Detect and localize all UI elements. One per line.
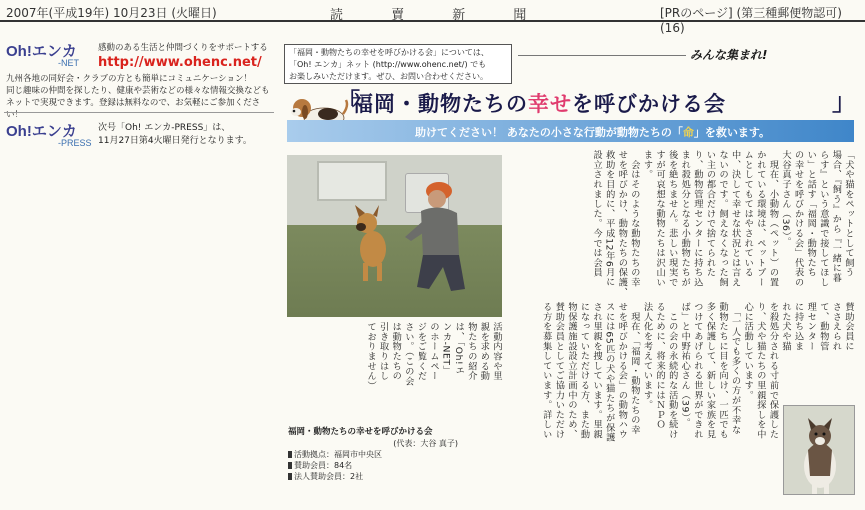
body-line: ムとしてもてはやされている [742,150,754,278]
page-header [0,0,865,35]
article-body-upper [506,150,854,298]
ohenca-url-link[interactable]: http://www.ohenc.net/ [98,55,262,70]
puppy-figure [347,203,395,283]
notice-line: 「福岡・動物たちの幸せを呼びかける会」については、 [289,48,489,57]
body-line: い主の都合だけで捨てられた [704,150,716,278]
body-line: 設立されました。今では会員 [591,150,603,278]
main-photo [287,155,502,317]
press-line: 次号「Oh! エンカ-PRESS」は、 [98,123,231,133]
body-line: 賛助会員に [843,302,854,351]
headline-pre: 福岡・動物たちの [352,92,528,116]
notice-line: お楽しみいただけます。ぜひ、お問い合わせください。 [289,72,489,81]
sub-highlight: 命 [682,126,694,139]
body-line: らす』という意識で接してほし [817,150,829,288]
ohenca-press-logo [6,120,96,148]
body-line: すが可哀想な動物たちは沢山い [654,150,666,288]
article-body-left [290,322,502,422]
body-line: さい。（この会 [402,322,414,386]
section-tag: みんな集まれ! [690,48,768,62]
body-line: され里親を捜しています。里親 [591,302,603,440]
headline-post: を呼びかける会 [572,92,726,116]
notice-line: 「Oh! エンカ」ネット (http://www.ohenc.net/) でも [289,60,487,69]
inset-dog-photo [783,405,855,495]
headline [352,88,726,118]
body-line: ないのです。飼えなくなった飼 [717,150,729,288]
body-line: れた犬や猫 [780,302,792,351]
info-item: 活動拠点：福岡市中央区 [294,450,382,459]
headline-bracket-close: 」 [832,88,856,116]
body-line: の幸せを呼びかける会」代表の [792,150,804,288]
body-line: 現在、小動物（ペット）の置 [767,150,779,288]
desc-line: 同じ趣味の仲間を探したり、健康や芸術などの様々な情報交換なども [6,86,270,96]
ohenca-net-logo [6,40,96,68]
body-line: 賛助会員としてご協力いただけ [553,302,565,440]
body-line: て、動物管 [817,302,829,351]
body-line: 理センター [805,302,817,351]
body-line: に持ち込ま [792,302,804,351]
body-line: るために、将来的にはＮＰＯ [654,302,666,430]
body-line: り、犬や猫たちの里親探しを中 [754,302,766,440]
body-line: まれ殺処分となる小動物たちが [679,150,691,288]
ohenca-description [6,73,276,121]
body-line: 動物たちに目を向け、一匹でも [717,302,729,440]
body-line: 心に活動しています。 [742,302,754,400]
headline-bracket-open: 「 [336,88,360,116]
sub-pre: 助けてください！ あなたの小さな行動が動物たちの「 [415,126,683,139]
body-line: は、「Oh!エ [453,322,465,376]
body-line: 引き取りはし [377,322,389,381]
logo-sub: -NET [58,58,79,68]
ohenca-tagline: 感動のある生活と仲間づくりをサポートする [98,43,268,53]
body-line: この会の永続的な活動を続け [666,302,678,440]
body-line: は動物たちの [390,322,402,381]
divider-line [518,55,686,56]
body-line: 後を絶ちません。悲しい現実で [666,150,678,288]
body-line: 会はそのような動物たちの幸 [628,150,640,288]
body-line: 「犬や猫をペットとして飼う [843,150,854,278]
press-line: 11月27日第4火曜日発行となります。 [98,136,252,146]
body-line: ば」と中野祐心さん（39）。 [679,302,691,428]
body-line: る方を募集しています。詳しい [540,302,552,440]
press-notice [98,122,252,148]
person-figure [399,177,469,297]
subheadline-bar [287,120,854,142]
desc-line: 九州各地の同好会・クラブの方とも簡単にコミュニケーション！ [6,74,252,84]
body-line: つけてあげられる世界ができれ [691,302,703,440]
body-line: い」と話す「福岡・動物たち [805,150,817,278]
body-line: のホームペー [428,322,440,381]
masthead: 読 賣 新 聞 [330,8,549,23]
body-line: かれている環境は、ペットブー [754,150,766,288]
headline-highlight: 幸せ [528,92,572,116]
body-line: スには65匹の犬や猫たちが保護 [603,302,615,443]
body-line: り、動物管理センターに持ち込 [691,150,703,288]
body-line: 「一人でも多くの方が不幸な [729,302,741,435]
body-line: 大谷真子さん（36）。 [780,150,792,247]
body-line: ンカ-NET」 [440,322,452,376]
info-title: 福岡・動物たちの幸せを呼びかける会 [288,427,433,437]
body-line: 親を求める動 [478,322,490,381]
sub-post: 」を救います。 [693,126,770,139]
body-line: 物たちの紹介 [465,322,477,381]
info-item: 賛助会員：84名 [294,461,353,470]
body-line: せを呼びかける会」の動物ハウ [616,302,628,440]
body-line: ておりません） [365,322,377,391]
body-line: を殺処分される寸前で保護した [767,302,779,440]
body-line: ジをご覧くだ [415,322,427,381]
body-line: ます。 [641,150,653,180]
logo-text: Oh!エンカ [6,123,77,140]
info-representative: (代表：大谷 真子) [393,439,458,448]
body-line: 物保護施設設立計画中のため、 [565,302,577,440]
body-line: 法人化を考えています。 [641,302,653,410]
body-line: ささえられ [830,302,842,351]
body-line: 現在、「福岡・動物たちの幸 [628,302,640,435]
body-line: 救助を目的に、平成12年6月に [603,150,615,287]
divider [4,112,274,113]
issue-date: 2007年(平成19年) 10月23日 (火曜日) [6,6,217,20]
notice-box [284,44,512,84]
body-line: 場合、『飼う』から『一緒に暮 [830,150,842,283]
body-line: せを呼びかけ、動物たちの保護、 [616,150,628,297]
logo-text: Oh!エンカ [6,43,77,60]
info-item: 法人賛助会員：2社 [294,472,364,481]
page-label: [PRのページ] (第三種郵便物認可) (16) [660,6,842,35]
organization-info [288,427,498,501]
body-line: になっていただける方、また動 [578,302,590,440]
body-line: 活動内容や里 [491,322,502,381]
body-line: 多く保護して、新しい家族を見 [704,302,716,440]
desc-line: ネットで実現できます。登録は無料なので、お気軽にご参加ください！ [6,98,261,120]
logo-sub: -PRESS [58,138,92,148]
body-line: 中、決して幸せな状況とは言え [729,150,741,288]
